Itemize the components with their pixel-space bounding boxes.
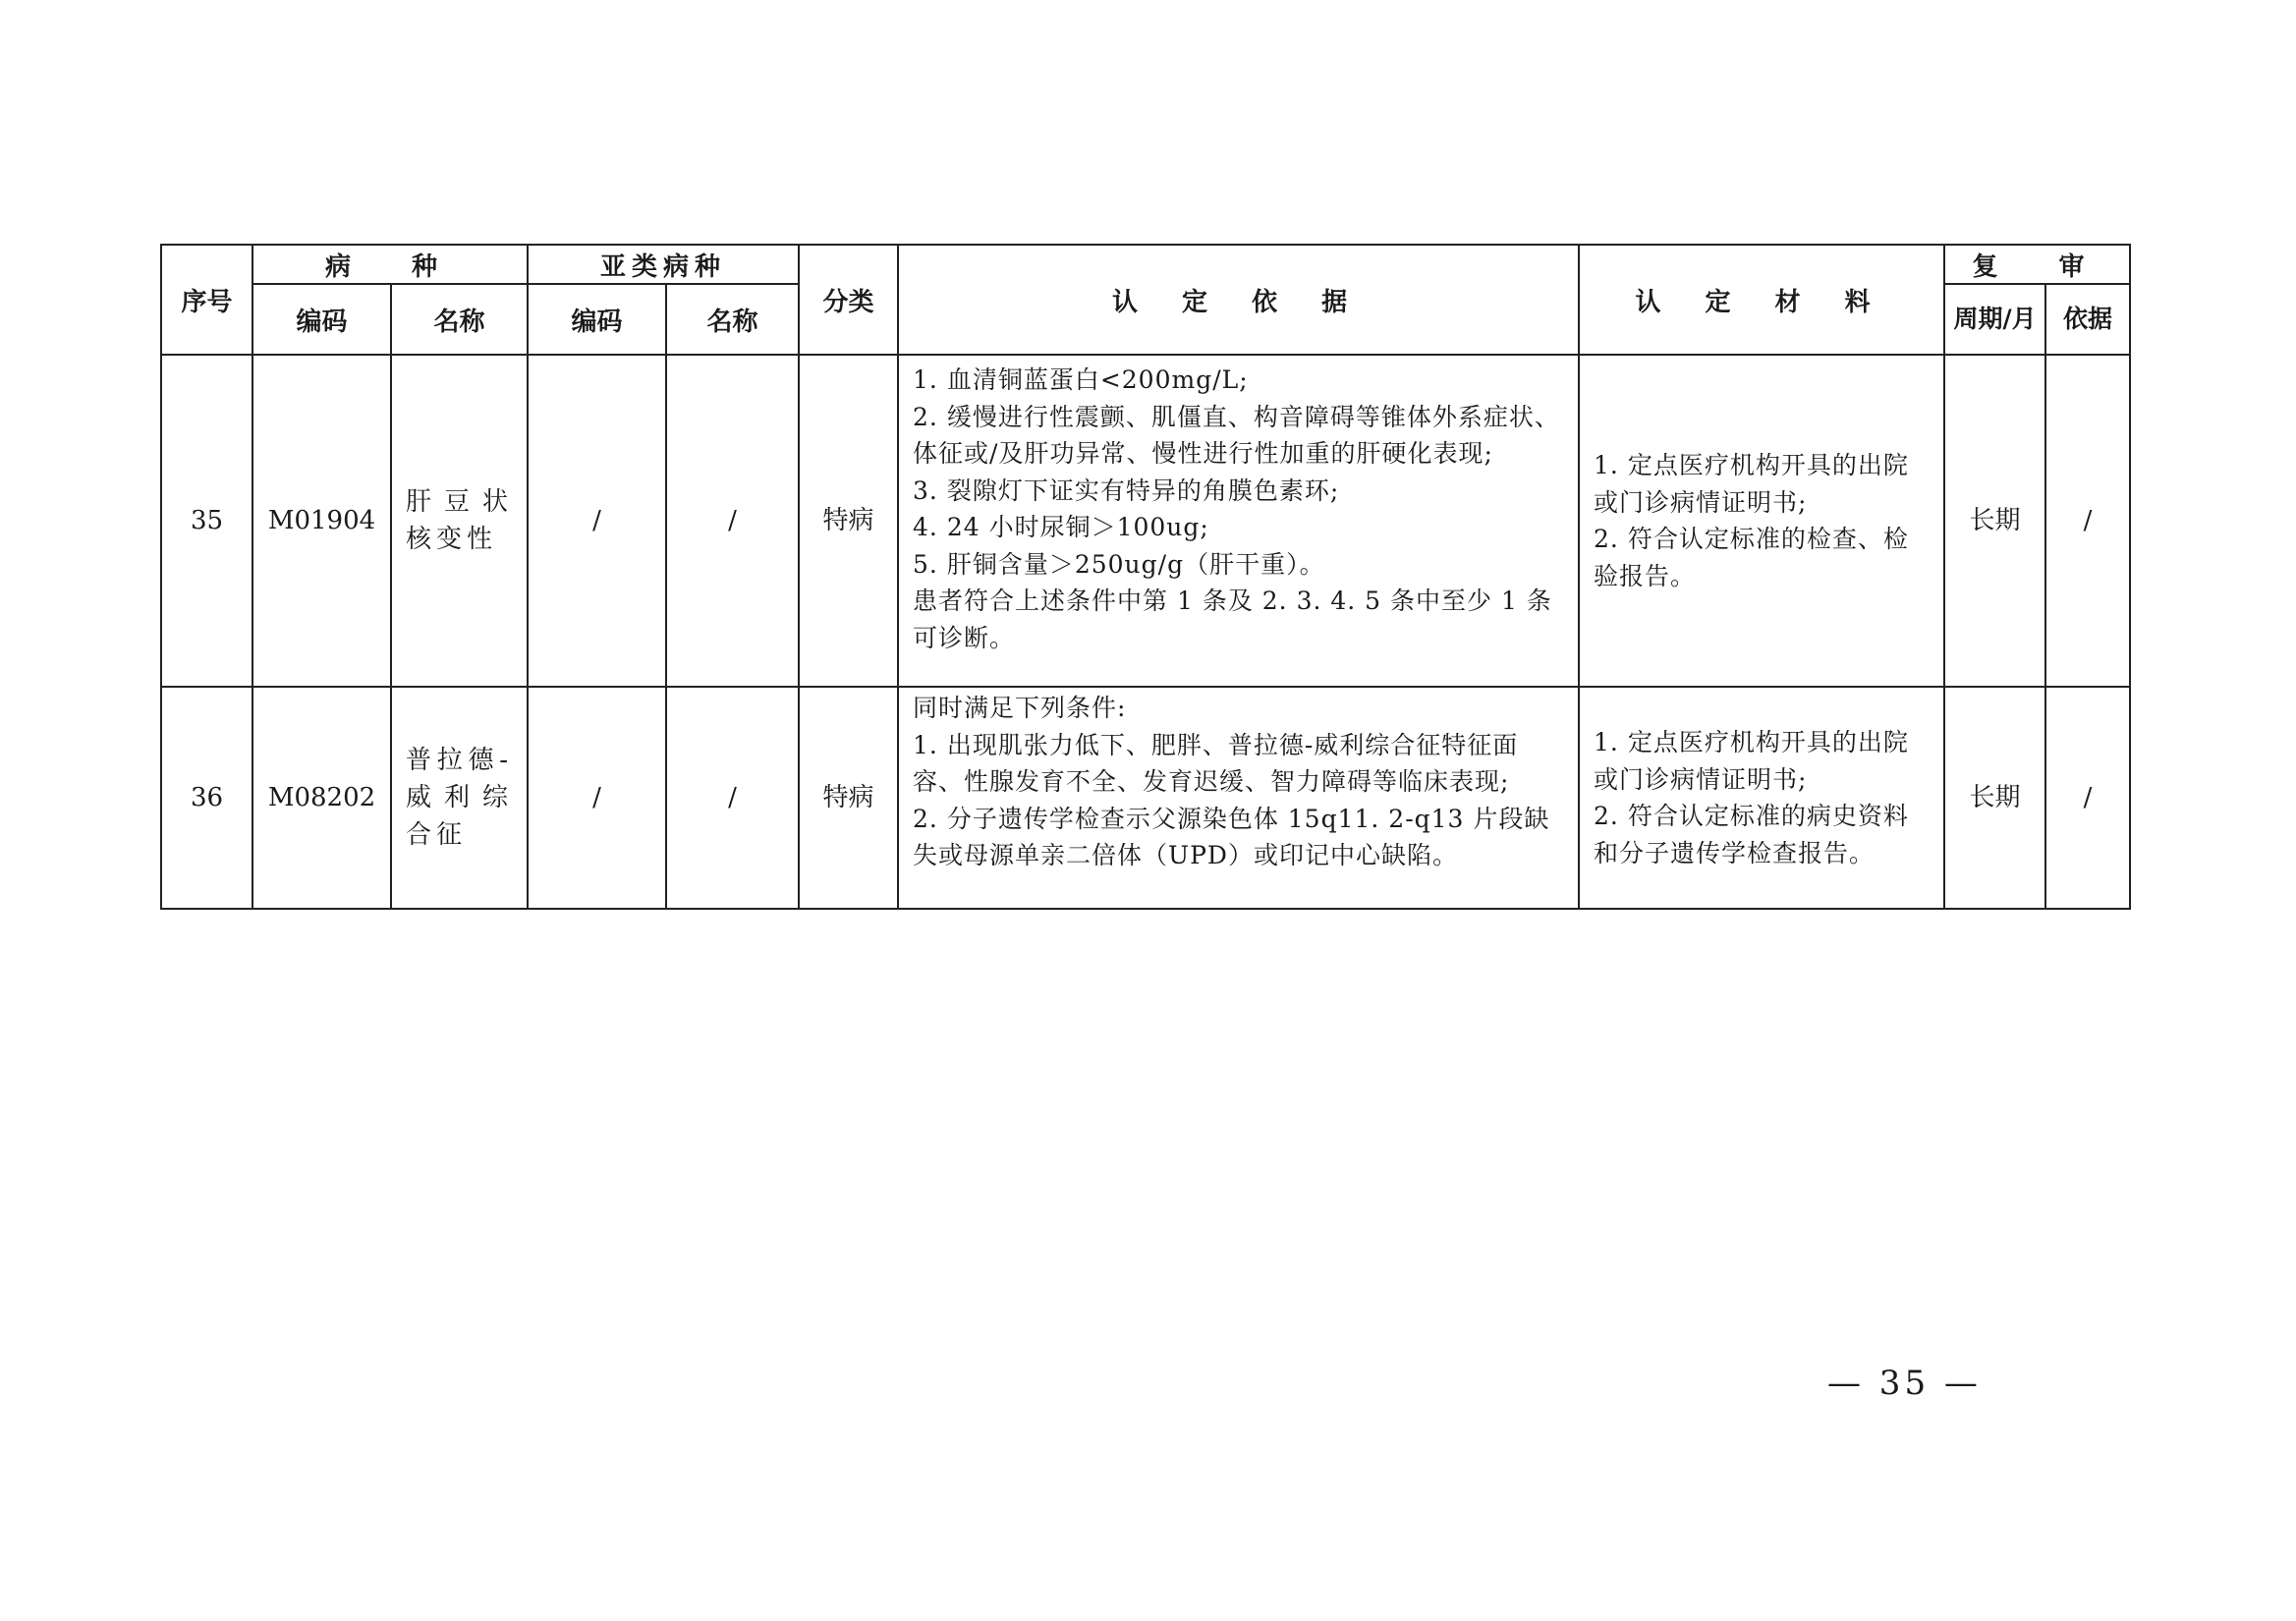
row-subtype-code: / (528, 687, 666, 909)
materials-line: 2. 符合认定标准的检查、检验报告。 (1594, 525, 1909, 590)
row-category: 特病 (799, 687, 898, 909)
row-criteria (898, 355, 1579, 687)
row-code: M01904 (252, 355, 391, 687)
row-review-cycle: 长期 (1944, 687, 2045, 909)
criteria-line: 同时满足下列条件: (913, 694, 1127, 722)
criteria-line: 1. 血清铜蓝蛋白<200mg/L; (913, 365, 1249, 394)
criteria-line: 1. 出现肌张力低下、肥胖、普拉德-威利综合征特征面容、性腺发育不全、发育迟缓、智力障碍等临床表现; (913, 730, 1519, 796)
row-review-basis: / (2045, 355, 2130, 687)
row-disease-name: 普拉德-威利综合征 (391, 687, 528, 909)
header-criteria: 认 定 依 据 (898, 245, 1579, 355)
header-subtype-code: 编码 (528, 284, 666, 355)
row-criteria (898, 687, 1579, 909)
row-seq: 36 (161, 687, 252, 909)
header-disease-group: 病 种 (252, 245, 528, 284)
materials-line: 1. 定点医疗机构开具的出院或门诊病情证明书; (1594, 451, 1909, 517)
header-review-group: 复 审 (1944, 245, 2130, 284)
header-subtype-name: 名称 (666, 284, 799, 355)
row-category: 特病 (799, 355, 898, 687)
row-review-basis: / (2045, 687, 2130, 909)
criteria-line: 4. 24 小时尿铜＞100ug; (913, 513, 1209, 541)
materials-line: 1. 定点医疗机构开具的出院或门诊病情证明书; (1594, 728, 1909, 794)
criteria-line: 3. 裂隙灯下证实有特异的角膜色素环; (913, 475, 1340, 505)
row-disease-name: 肝豆状核变性 (391, 355, 528, 687)
criteria-line: 5. 肝铜含量＞250ug/g（肝干重）。 (913, 549, 1325, 579)
header-disease-code: 编码 (252, 284, 391, 355)
table-row (161, 355, 2130, 687)
header-review-cycle: 周期/月 (1944, 284, 2045, 355)
materials-line: 2. 符合认定标准的病史资料和分子遗传学检查报告。 (1594, 802, 1909, 867)
row-code: M08202 (252, 687, 391, 909)
header-materials: 认 定 材 料 (1579, 245, 1944, 355)
row-subtype-name: / (666, 687, 799, 909)
page-number: — 35 — (1827, 1364, 1982, 1403)
header-category: 分类 (799, 245, 898, 355)
table-row (161, 687, 2130, 909)
row-materials (1579, 355, 1944, 687)
row-materials (1579, 687, 1944, 909)
disease-table-container (160, 244, 2129, 910)
header-disease-name: 名称 (391, 284, 528, 355)
criteria-line: 2. 分子遗传学检查示父源染色体 15q11. 2-q13 片段缺失或母源单亲二倍体（UPD）或印记中心缺陷。 (913, 804, 1550, 869)
row-subtype-name: / (666, 355, 799, 687)
criteria-line: 患者符合上述条件中第 1 条及 2. 3. 4. 5 条中至少 1 条可诊断。 (913, 587, 1552, 652)
row-subtype-code: / (528, 355, 666, 687)
header-subtype-group: 亚类病种 (528, 245, 799, 284)
row-seq: 35 (161, 355, 252, 687)
criteria-line: 2. 缓慢进行性震颤、肌僵直、构音障碍等锥体外系症状、体征或/及肝功异常、慢性进行性加重的肝硬化表现; (913, 402, 1560, 468)
header-review-basis: 依据 (2045, 284, 2130, 355)
header-seq: 序号 (161, 245, 252, 355)
row-review-cycle: 长期 (1944, 355, 2045, 687)
disease-criteria-table (160, 244, 2131, 910)
